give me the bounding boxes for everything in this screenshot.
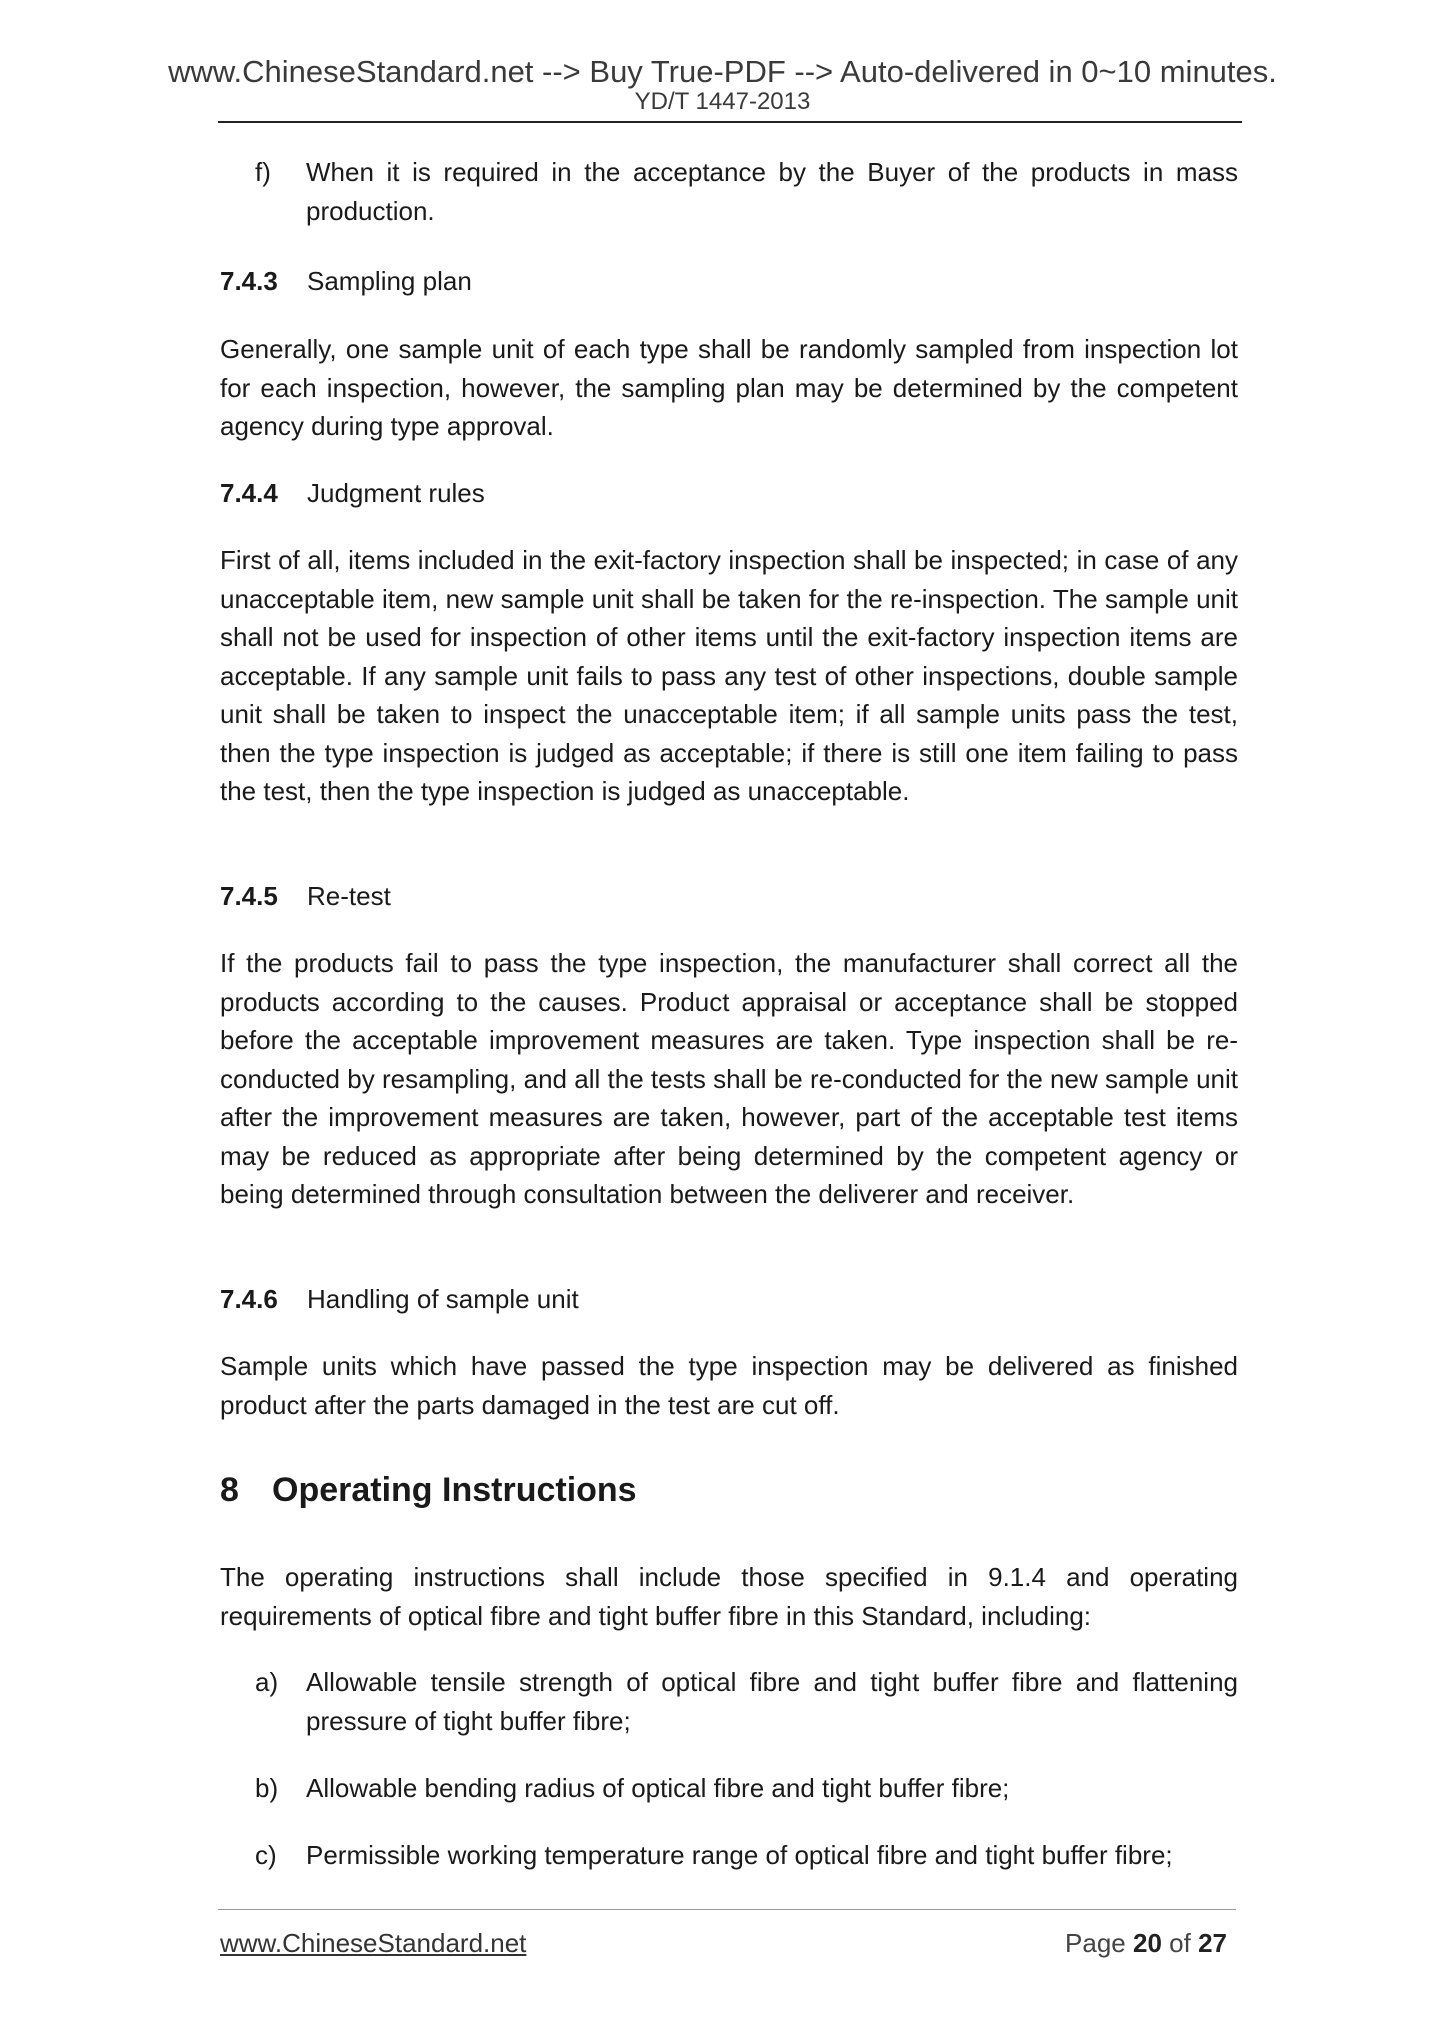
section-heading-7-4-5 — [220, 877, 391, 915]
section-number: 7.4.4 — [220, 478, 278, 508]
section-title: Sampling plan — [307, 266, 472, 296]
footer-site-link[interactable]: www.ChineseStandard.net — [220, 1928, 527, 1958]
section-number: 7.4.5 — [220, 881, 278, 911]
list-marker: c) — [255, 1840, 277, 1870]
paragraph-operating-intro: The operating instructions shall include those specified in 9.1.4 and operating requirements of optical fibre and tight buffer fibre in this Standard, including: — [220, 1562, 1238, 1631]
page-current: 20 — [1133, 1928, 1162, 1958]
section-heading-7-4-6 — [220, 1280, 579, 1318]
page-banner: www.ChineseStandard.net --> Buy True-PDF --> Auto-delivered in 0~10 minutes. — [168, 54, 1277, 89]
paragraph-sampling-plan: Generally, one sample unit of each type shall be randomly sampled from inspection lot for each inspection, however, the sampling plan may be determined by the competent agency during type approval. — [220, 334, 1238, 441]
section-number: 7.4.3 — [220, 266, 278, 296]
page-label: Page — [1065, 1928, 1126, 1958]
list-item-text: Allowable bending radius of optical fibre and tight buffer fibre; — [306, 1773, 1010, 1803]
list-marker: b) — [255, 1773, 279, 1803]
footer-divider — [218, 1909, 1236, 1910]
chapter-title: Operating Instructions — [272, 1471, 637, 1509]
list-item-text: Permissible working temperature range of optical fibre and tight buffer fibre; — [306, 1840, 1173, 1870]
section-title: Judgment rules — [307, 478, 485, 508]
page-total: 27 — [1198, 1928, 1227, 1958]
page-of-label: of — [1169, 1928, 1191, 1958]
list-item-text: When it is required in the acceptance by the Buyer of the products in mass production. — [306, 157, 1238, 226]
chapter-heading-8 — [220, 1468, 637, 1512]
paragraph-re-test: If the products fail to pass the type inspection, the manufacturer shall correct all the products according to the causes. Product appraisal or acceptance shall be stopped before the acceptable improvement measures are taken. Type inspection shall be re-conducted by resampling, and all the tests shall be re-conducted for the new sample unit after the improvement measures are taken, however, part of the acceptable test items may be reduced as appropriate after being determined by the competent agency or being determined through consultation between the deliverer and receiver. — [220, 948, 1238, 1209]
header-divider — [218, 121, 1242, 123]
paragraph-judgment-rules: First of all, items included in the exit-factory inspection shall be inspected; in case of any unacceptable item, new sample unit shall be taken for the re-inspection. The sample unit shall not be used for inspection of other items until the exit-factory inspection items are acceptable. If any sample unit fails to pass any test of other inspections, double sample unit shall be taken to inspect the unacceptable item; if all sample units pass the test, then the type inspection is judged as acceptable; if there is still one item failing to pass the test, then the type inspection is judged as unacceptable. — [220, 545, 1238, 806]
paragraph-handling-sample-unit: Sample units which have passed the type inspection may be delivered as finished product after the parts damaged in the test are cut off. — [220, 1351, 1238, 1420]
page-indicator — [1065, 1930, 1227, 1956]
section-heading-7-4-3 — [220, 262, 472, 300]
section-title: Re-test — [307, 881, 391, 911]
list-marker: f) — [255, 157, 271, 187]
chapter-number: 8 — [220, 1471, 239, 1509]
section-heading-7-4-4 — [220, 474, 485, 512]
section-title: Handling of sample unit — [307, 1284, 579, 1314]
standard-number: YD/T 1447-2013 — [634, 88, 811, 115]
section-number: 7.4.6 — [220, 1284, 278, 1314]
list-item-text: Allowable tensile strength of optical fibre and tight buffer fibre and flattening pressure of tight buffer fibre; — [306, 1667, 1238, 1736]
list-marker: a) — [255, 1667, 279, 1697]
